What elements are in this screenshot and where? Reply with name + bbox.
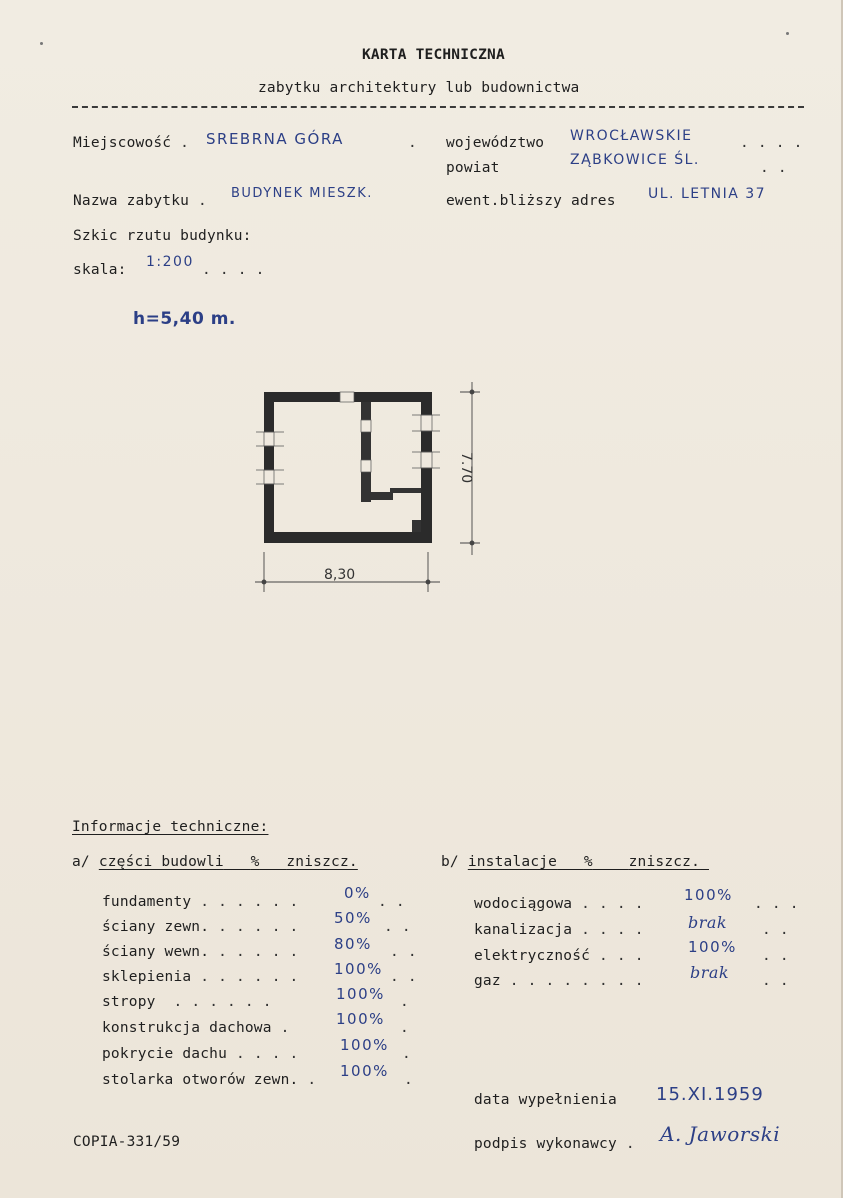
part-dots-sciany-wewn: . . <box>390 944 417 960</box>
installations-header: b/ instalacje___%____zniszcz._ <box>441 854 709 870</box>
data-label: data wypełnienia <box>474 1092 617 1108</box>
miejscowosc-dots: . <box>408 135 417 151</box>
part-dots-fundamenty: . . <box>378 894 405 910</box>
height-note: h=5,40 m. <box>133 309 236 329</box>
plan-wall-bottom <box>264 532 432 543</box>
podpis-value: A. Jaworski <box>660 1122 781 1146</box>
part-value-sklepienia: 100% <box>334 960 383 978</box>
plan-wall-stub <box>371 492 393 500</box>
part-value-stolarka: 100% <box>340 1062 389 1080</box>
plan-openings <box>264 392 432 484</box>
document-title: KARTA TECHNICZNA <box>362 47 505 63</box>
part-value-fundamenty: 0% <box>344 884 371 902</box>
part-label-sciany-wewn: ściany wewn. . . . . . <box>102 944 299 960</box>
paper-speck <box>786 32 789 35</box>
inst-label-gaz: gaz . . . . . . . . <box>474 973 644 989</box>
inst-dots-elektrycznosc: . . <box>762 948 789 964</box>
szkic-label: Szkic rzutu budynku: <box>73 228 252 244</box>
plan-wall-inner <box>361 402 371 502</box>
plan-wall-return <box>412 520 421 532</box>
part-dots-stropy: . <box>400 994 409 1010</box>
powiat-value: ZĄBKOWICE ŚL. <box>570 152 700 168</box>
skala-value: 1:200 <box>146 254 194 270</box>
inst-dots-wodociagowa: . . . <box>754 896 799 912</box>
part-label-sklepienia: sklepienia . . . . . . <box>102 969 299 985</box>
skala-dots: . . . . <box>202 262 265 278</box>
powiat-label: powiat <box>446 160 500 176</box>
copia-reference: COPIA-331/59 <box>73 1134 181 1150</box>
part-value-stropy: 100% <box>336 985 385 1003</box>
adres-label: ewent.bliższy adres <box>446 193 616 209</box>
inst-dots-kanalizacja: . . <box>762 922 789 938</box>
part-value-pokrycie-dachu: 100% <box>340 1036 389 1054</box>
header-divider <box>72 106 804 108</box>
document-subtitle: zabytku architektury lub budownictwa <box>258 80 580 96</box>
part-dots-sciany-zewn: . . <box>384 919 411 935</box>
part-value-sciany-zewn: 50% <box>334 909 372 927</box>
info-heading: Informacje techniczne: <box>72 819 269 835</box>
part-value-sciany-wewn: 80% <box>334 935 372 953</box>
plan-walls <box>264 392 432 543</box>
plan-wall-left <box>264 392 274 543</box>
miejscowosc-label: Miejscowość . <box>73 135 190 151</box>
part-label-stolarka: stolarka otworów zewn. . <box>102 1072 317 1088</box>
skala-label: skala: <box>73 262 127 278</box>
wojewodztwo-value: WROCŁAWSKIE <box>570 128 693 144</box>
part-dots-pokrycie-dachu: . <box>402 1046 411 1062</box>
inst-label-wodociagowa: wodociągowa . . . . <box>474 896 644 912</box>
adres-value: UL. LETNIA 37 <box>648 186 767 202</box>
data-value: 15.XI.1959 <box>656 1084 764 1105</box>
inst-value-wodociagowa: 100% <box>684 886 733 904</box>
wojewodztwo-dots: . . . . <box>740 135 803 151</box>
part-dots-sklepienia: . . <box>390 969 417 985</box>
paper-speck <box>40 42 43 45</box>
wojewodztwo-label: województwo <box>446 135 545 151</box>
nazwa-value: BUDYNEK MIESZK. <box>231 186 373 201</box>
inst-label-elektrycznosc: elektryczność . . . <box>474 948 644 964</box>
plan-wall-corner <box>390 488 421 493</box>
powiat-dots: . . <box>760 160 787 176</box>
floor-plan <box>240 370 490 600</box>
parts-header: a/ części budowli___%___zniszcz. <box>72 854 358 870</box>
inst-dots-gaz: . . <box>762 973 789 989</box>
podpis-label: podpis wykonawcy . <box>474 1136 635 1152</box>
plan-ticks <box>256 415 440 484</box>
nazwa-label: Nazwa zabytku . <box>73 193 207 209</box>
inst-value-elektrycznosc: 100% <box>688 938 737 956</box>
miejscowosc-value: SREBRNA GÓRA <box>206 130 344 148</box>
part-value-konstrukcja-dachowa: 100% <box>336 1010 385 1028</box>
inst-label-kanalizacja: kanalizacja . . . . <box>474 922 644 938</box>
plan-height-label: 7.70 <box>458 452 474 484</box>
inst-value-gaz: brak <box>690 963 730 982</box>
part-label-konstrukcja-dachowa: konstrukcja dachowa . <box>102 1020 290 1036</box>
part-label-stropy: stropy . . . . . . <box>102 994 272 1010</box>
plan-width-label: 8,30 <box>324 567 356 583</box>
part-dots-konstrukcja-dachowa: . <box>400 1020 409 1036</box>
part-label-fundamenty: fundamenty . . . . . . <box>102 894 299 910</box>
part-label-pokrycie-dachu: pokrycie dachu . . . . <box>102 1046 299 1062</box>
part-label-sciany-zewn: ściany zewn. . . . . . <box>102 919 299 935</box>
part-dots-stolarka: . <box>404 1072 413 1088</box>
inst-value-kanalizacja: brak <box>688 913 728 932</box>
